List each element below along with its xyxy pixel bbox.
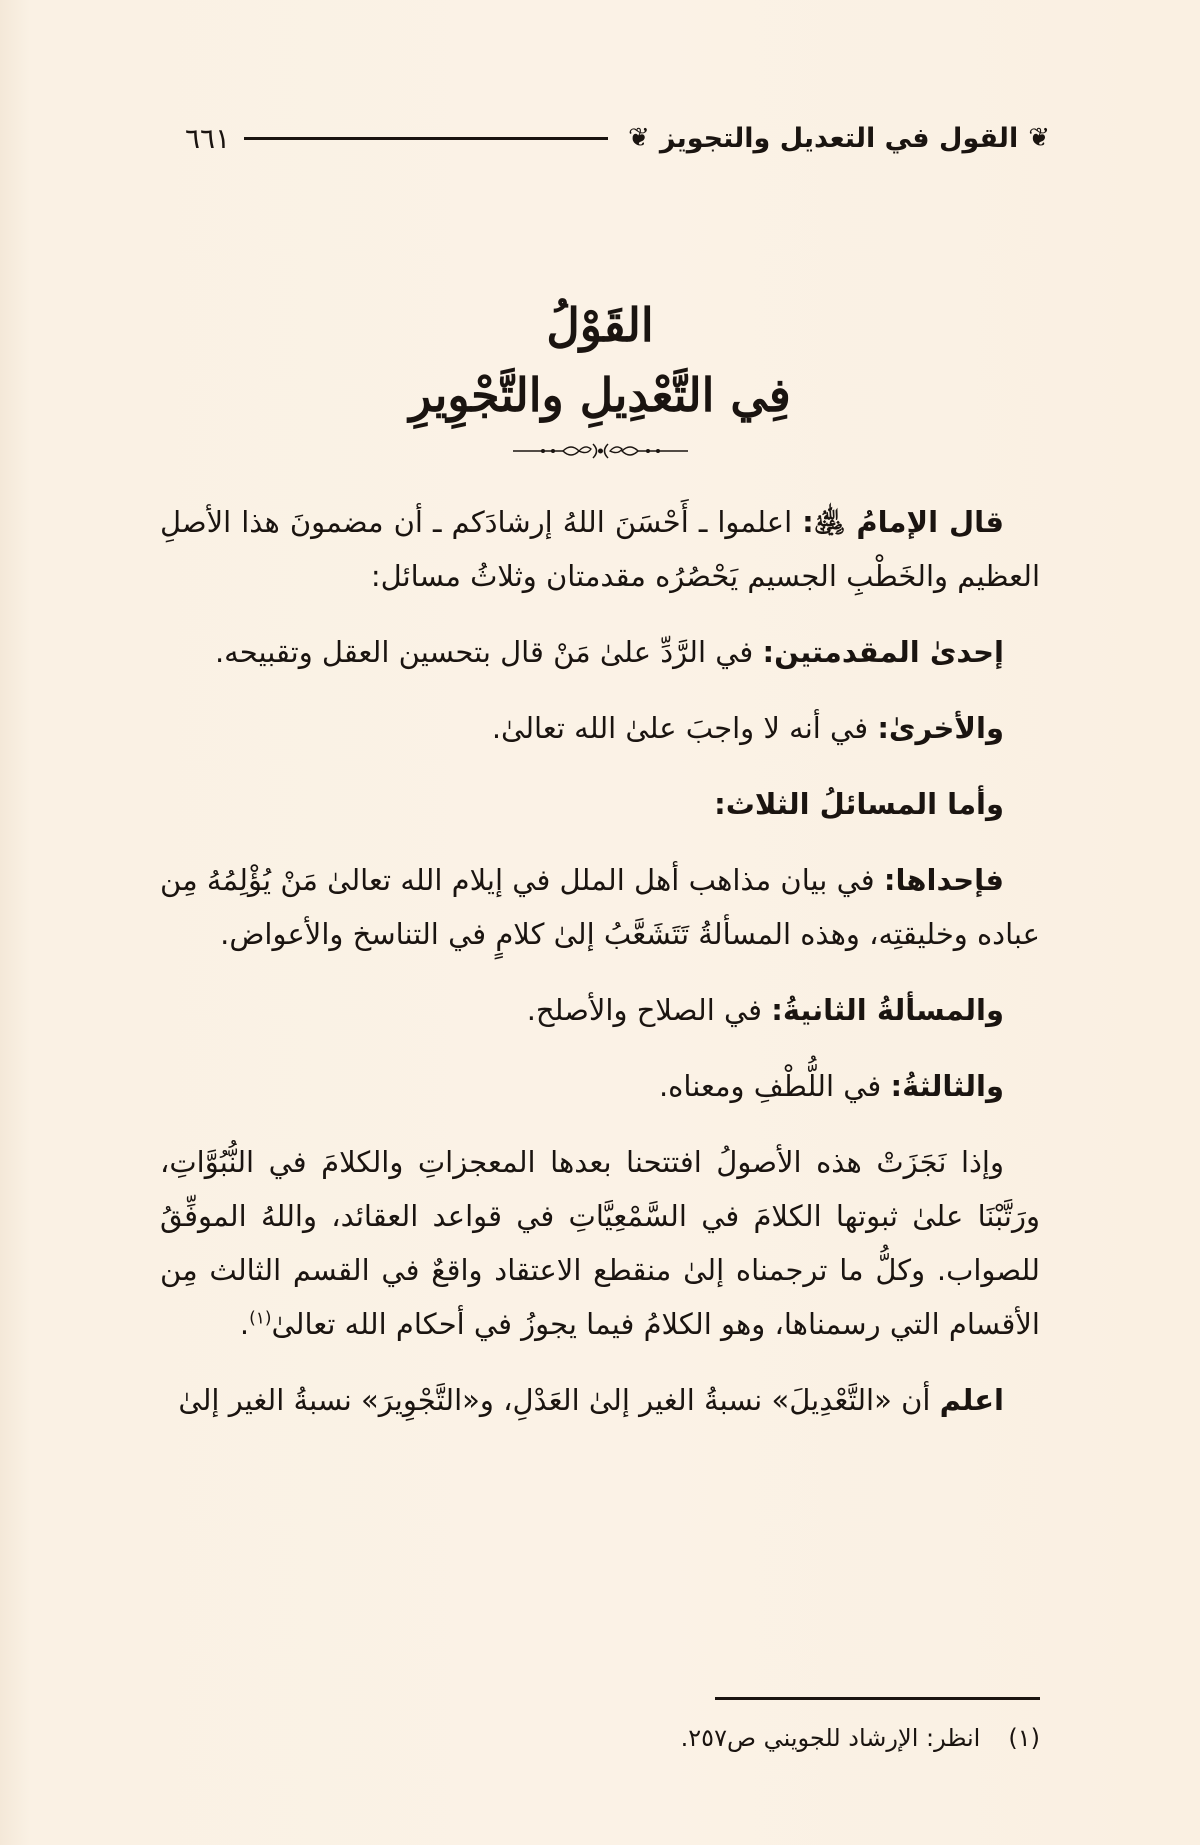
running-header-title: القول في التعديل والتجويز <box>659 122 1019 154</box>
paragraph-text: في بيان مذاهب أهل الملل في إيلام الله تعالىٰ مَنْ يُؤْلِمُهُ مِن عباده وخليقتِه، وهذه المسألةُ تَتَشَعَّبُ إلىٰ كلامٍ في التناسخ والأعواض. <box>160 863 1040 951</box>
paragraph-text: في اللُّطْفِ ومعناه. <box>658 1069 891 1103</box>
paragraph <box>160 495 1040 603</box>
paragraph-text: في أنه لا واجبَ علىٰ الله تعالىٰ. <box>491 711 878 745</box>
paragraph <box>160 983 1040 1037</box>
paragraph-tail: . <box>239 1307 250 1341</box>
paragraph-lead: وأما المسائلُ الثلاث: <box>714 787 1004 821</box>
chapter-title-line1: القَوْلُ <box>546 298 654 352</box>
paragraph <box>160 853 1040 961</box>
paragraph <box>160 777 1040 831</box>
paragraph-lead: والثالثةُ: <box>890 1069 1004 1103</box>
footnote-rule <box>715 1697 1040 1700</box>
paragraph-lead: إحدىٰ المقدمتين: <box>762 635 1004 669</box>
footnote-text: انظر: الإرشاد للجويني ص٢٥٧. <box>680 1724 981 1752</box>
paragraph-text: في الصلاح والأصلح. <box>526 993 772 1027</box>
footnote-marker: (١) <box>1008 1724 1040 1752</box>
paragraph-lead: والمسألةُ الثانيةُ: <box>771 993 1004 1027</box>
header-rule <box>244 137 608 140</box>
footnote <box>160 1718 1040 1758</box>
body-text <box>160 495 1040 1449</box>
paragraph-text: اعلموا ـ أَحْسَنَ اللهُ إرشادَكم ـ أن مضمونَ هذا الأصلِ العظيم والخَطْبِ الجسيم يَحْصُرُه مقدمتان وثلاثُ مسائل: <box>160 505 1040 593</box>
floral-ornament-icon: ❦ <box>1028 123 1050 153</box>
paragraph-text: في الرَّدِّ علىٰ مَنْ قال بتحسين العقل وتقبيحه. <box>214 635 763 669</box>
paragraph-text: وإذا نَجَزَتْ هذه الأصولُ افتتحنا بعدها المعجزاتِ والكلامَ في النُّبُوَّاتِ، ورَتَّبْنَا علىٰ ثبوتها الكلامَ في السَّمْعِيَّاتِ في قواعد العقائد، واللهُ الموفِّقُ للصواب. وكلُّ ما ترجمناه إلىٰ منقطع الاعتقاد واقعٌ في القسم الثالث مِن الأقسام التي رسمناها، وهو الكلامُ فيما يجوزُ في أحكام الله تعالىٰ <box>160 1145 1040 1341</box>
paragraph <box>160 1059 1040 1113</box>
footnote-reference[interactable]: (١) <box>249 1308 272 1329</box>
chapter-title <box>0 290 1200 462</box>
paragraph-lead: فإحداها: <box>883 863 1004 897</box>
paragraph <box>160 701 1040 755</box>
paragraph-lead: اعلم <box>939 1383 1004 1417</box>
floral-ornament-icon: ❦ <box>628 123 650 153</box>
chapter-title-line2: فِي التَّعْدِيلِ والتَّجْوِيرِ <box>409 368 791 422</box>
paragraph-text: أن «التَّعْدِيلَ» نسبةُ الغير إلىٰ العَدْلِ، و«التَّجْوِيرَ» نسبةُ الغير إلىٰ <box>178 1383 940 1417</box>
running-header <box>185 118 1050 158</box>
paragraph <box>160 1135 1040 1351</box>
paragraph <box>160 1373 1040 1427</box>
page-number: ٦٦١ <box>185 121 231 155</box>
decorative-divider-icon <box>513 440 688 462</box>
paragraph-lead: والأخرىٰ: <box>877 711 1004 745</box>
paragraph-lead: قال الإمامُ ﵁: <box>802 505 1004 539</box>
paragraph <box>160 625 1040 679</box>
